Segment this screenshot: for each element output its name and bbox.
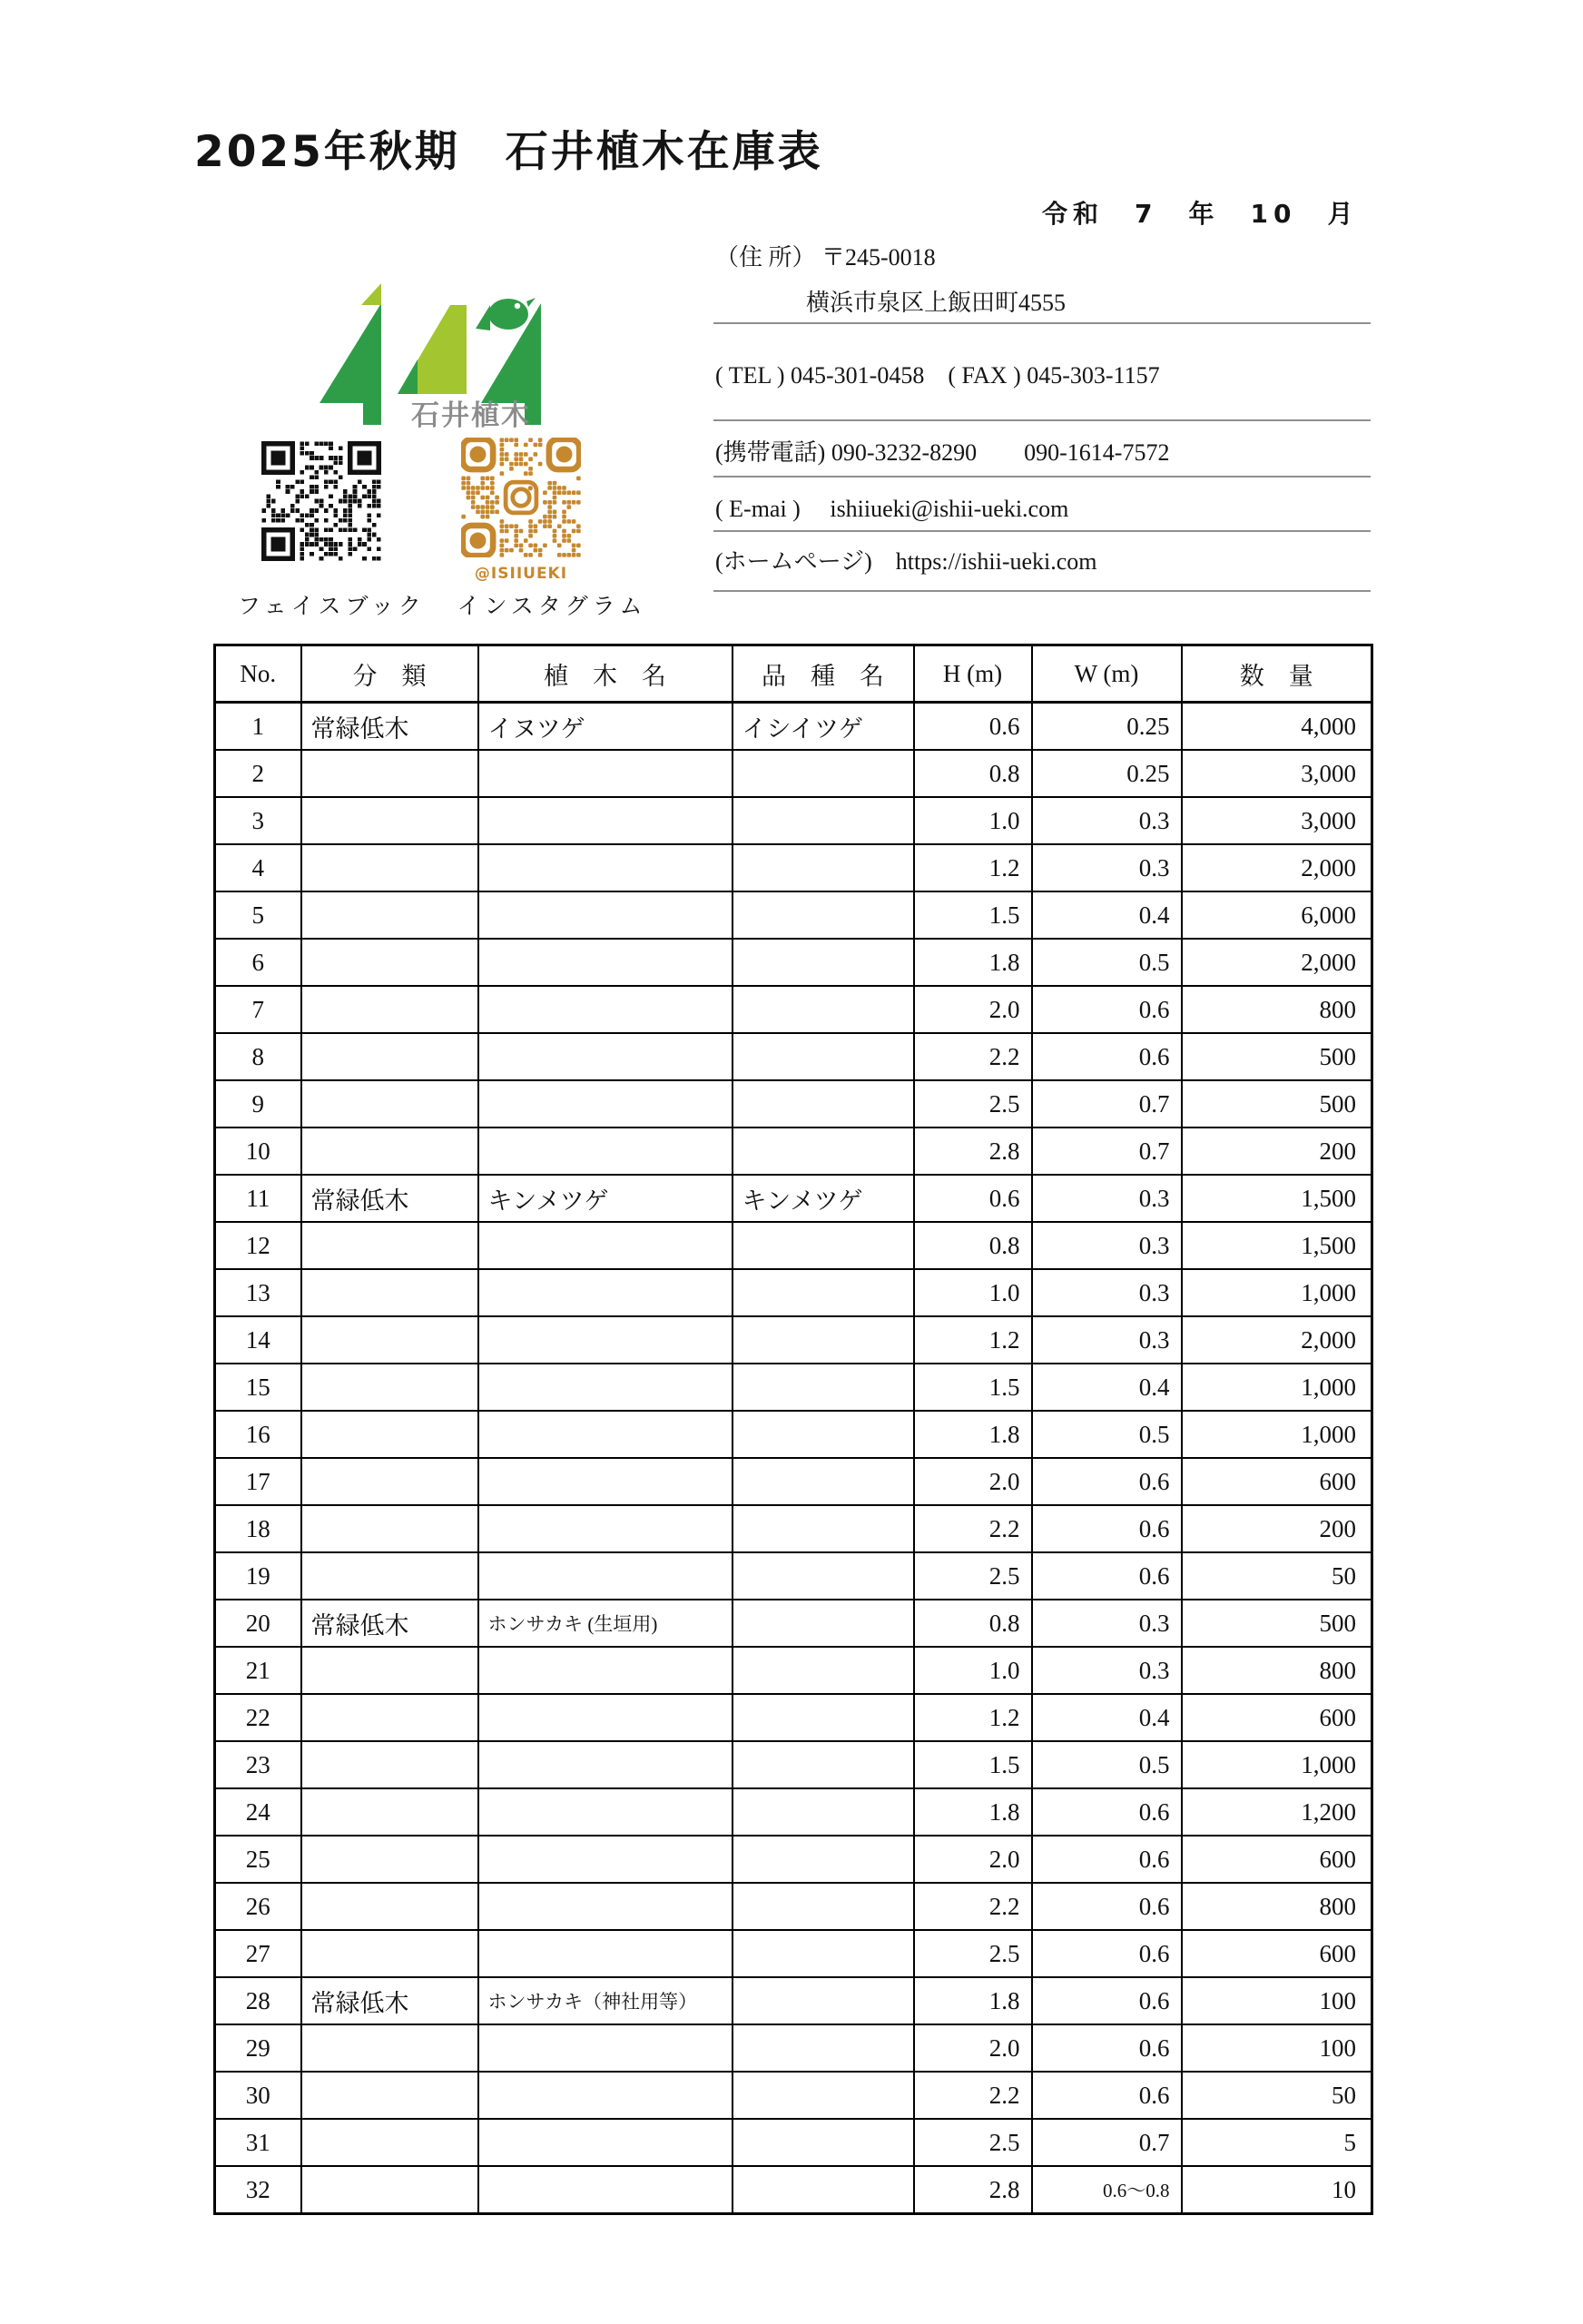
cell-h: 2.2 xyxy=(914,1883,1032,1930)
cell-qty: 2,000 xyxy=(1182,844,1372,891)
divider xyxy=(713,530,1371,532)
cell-h: 1.2 xyxy=(914,1316,1032,1364)
cell-category xyxy=(301,1741,478,1788)
table-row xyxy=(215,1836,1372,1883)
table-row xyxy=(215,1175,1372,1222)
cell-variety xyxy=(733,1411,914,1458)
bird-icon xyxy=(476,298,536,330)
cell-no: 24 xyxy=(215,1788,301,1836)
cell-name xyxy=(478,1458,733,1505)
table-row xyxy=(215,1458,1372,1505)
table-row xyxy=(215,1269,1372,1316)
cell-no: 15 xyxy=(215,1364,301,1411)
cell-variety xyxy=(733,797,914,844)
page-title: 2025年秋期 石井植木在庫表 xyxy=(194,127,823,177)
cell-category xyxy=(301,2024,478,2072)
cell-variety xyxy=(733,1836,914,1883)
table-row xyxy=(215,2166,1372,2214)
table-row xyxy=(215,2072,1372,2119)
table-row xyxy=(215,844,1372,891)
logo-trees-icon xyxy=(307,278,561,446)
cell-h: 1.8 xyxy=(914,1977,1032,2024)
cell-no: 13 xyxy=(215,1269,301,1316)
cell-category: 常緑低木 xyxy=(301,1175,478,1222)
cell-variety xyxy=(733,1316,914,1364)
mobile-line: (携帯電話) 090-3232-8290 090-1614-7572 xyxy=(715,439,1170,466)
cell-name: キンメツゲ xyxy=(478,1175,733,1222)
cell-variety xyxy=(733,1883,914,1930)
cell-w: 0.3 xyxy=(1032,844,1182,891)
cell-qty: 10 xyxy=(1182,2166,1372,2214)
cell-name: イヌツゲ xyxy=(478,703,733,751)
cell-category xyxy=(301,939,478,986)
cell-name xyxy=(478,797,733,844)
cell-qty: 2,000 xyxy=(1182,939,1372,986)
cell-w: 0.3 xyxy=(1032,1222,1182,1269)
cell-qty: 1,000 xyxy=(1182,1269,1372,1316)
cell-qty: 4,000 xyxy=(1182,703,1372,751)
cell-no: 25 xyxy=(215,1836,301,1883)
cell-category xyxy=(301,891,478,939)
cell-category xyxy=(301,1411,478,1458)
cell-variety xyxy=(733,1600,914,1647)
homepage-line: (ホームページ) https://ishii-ueki.com xyxy=(715,548,1097,575)
cell-h: 1.0 xyxy=(914,1647,1032,1694)
cell-h: 1.8 xyxy=(914,939,1032,986)
cell-w: 0.4 xyxy=(1032,1364,1182,1411)
facebook-qr-label: フェイスブック xyxy=(238,595,426,619)
instagram-qr-label: インスタグラム xyxy=(457,595,647,619)
cell-h: 0.6 xyxy=(914,1175,1032,1222)
cell-no: 3 xyxy=(215,797,301,844)
divider xyxy=(713,322,1371,324)
cell-category xyxy=(301,797,478,844)
cell-no: 7 xyxy=(215,986,301,1033)
cell-w: 0.5 xyxy=(1032,1741,1182,1788)
date-era: 令和 7 年 10 月 xyxy=(1042,199,1359,229)
cell-name xyxy=(478,1505,733,1552)
cell-h: 2.8 xyxy=(914,2166,1032,2214)
cell-category xyxy=(301,1364,478,1411)
column-header: 分 類 xyxy=(301,645,478,703)
cell-w: 0.25 xyxy=(1032,750,1182,797)
cell-category xyxy=(301,1647,478,1694)
cell-category: 常緑低木 xyxy=(301,703,478,751)
cell-name xyxy=(478,2072,733,2119)
cell-h: 2.2 xyxy=(914,1033,1032,1080)
table-row xyxy=(215,1411,1372,1458)
address-value: 横浜市泉区上飯田町4555 xyxy=(806,290,1067,316)
cell-qty: 600 xyxy=(1182,1458,1372,1505)
cell-qty: 500 xyxy=(1182,1033,1372,1080)
cell-variety xyxy=(733,1741,914,1788)
table-row xyxy=(215,1364,1372,1411)
cell-variety xyxy=(733,1269,914,1316)
cell-qty: 3,000 xyxy=(1182,750,1372,797)
cell-no: 19 xyxy=(215,1552,301,1600)
cell-w: 0.6 xyxy=(1032,986,1182,1033)
cell-name: ホンサカキ (生垣用) xyxy=(478,1600,733,1647)
cell-variety xyxy=(733,750,914,797)
cell-category xyxy=(301,986,478,1033)
cell-no: 8 xyxy=(215,1033,301,1080)
cell-h: 2.5 xyxy=(914,1930,1032,1977)
cell-category xyxy=(301,1316,478,1364)
cell-variety: イシイツゲ xyxy=(733,703,914,751)
cell-name xyxy=(478,1694,733,1741)
cell-h: 1.2 xyxy=(914,1694,1032,1741)
table-row xyxy=(215,1505,1372,1552)
cell-no: 30 xyxy=(215,2072,301,2119)
cell-no: 29 xyxy=(215,2024,301,2072)
cell-name xyxy=(478,2119,733,2166)
cell-h: 2.5 xyxy=(914,2119,1032,2166)
instagram-qr-code xyxy=(461,438,581,557)
cell-variety xyxy=(733,1788,914,1836)
cell-h: 0.8 xyxy=(914,1222,1032,1269)
cell-category xyxy=(301,750,478,797)
cell-variety xyxy=(733,939,914,986)
cell-w: 0.6 xyxy=(1032,1977,1182,2024)
cell-variety xyxy=(733,1694,914,1741)
cell-w: 0.7 xyxy=(1032,2119,1182,2166)
cell-qty: 500 xyxy=(1182,1600,1372,1647)
email-line: ( E-mai ) ishiiueki@ishii-ueki.com xyxy=(715,496,1069,522)
cell-name xyxy=(478,1222,733,1269)
divider xyxy=(713,590,1371,592)
cell-variety xyxy=(733,1033,914,1080)
table-row xyxy=(215,750,1372,797)
cell-qty: 6,000 xyxy=(1182,891,1372,939)
table-row xyxy=(215,1647,1372,1694)
cell-variety xyxy=(733,986,914,1033)
cell-w: 0.7 xyxy=(1032,1080,1182,1128)
cell-name xyxy=(478,1788,733,1836)
table-row xyxy=(215,1600,1372,1647)
cell-h: 2.0 xyxy=(914,2024,1032,2072)
cell-name xyxy=(478,1552,733,1600)
table-row xyxy=(215,1930,1372,1977)
cell-no: 23 xyxy=(215,1741,301,1788)
facebook-qr-code xyxy=(261,441,381,561)
cell-name xyxy=(478,1316,733,1364)
cell-w: 0.4 xyxy=(1032,1694,1182,1741)
instagram-handle: @ISIIUEKI xyxy=(474,565,568,583)
cell-h: 2.5 xyxy=(914,1080,1032,1128)
cell-no: 20 xyxy=(215,1600,301,1647)
cell-w: 0.7 xyxy=(1032,1128,1182,1175)
cell-no: 9 xyxy=(215,1080,301,1128)
cell-h: 0.6 xyxy=(914,703,1032,751)
cell-qty: 600 xyxy=(1182,1836,1372,1883)
column-header: W (m) xyxy=(1032,645,1182,703)
cell-category xyxy=(301,1128,478,1175)
cell-w: 0.25 xyxy=(1032,703,1182,751)
cell-name xyxy=(478,750,733,797)
cell-w: 0.6 xyxy=(1032,1552,1182,1600)
cell-no: 6 xyxy=(215,939,301,986)
cell-w: 0.6 xyxy=(1032,2072,1182,2119)
cell-name xyxy=(478,1080,733,1128)
cell-qty: 800 xyxy=(1182,1883,1372,1930)
cell-h: 1.2 xyxy=(914,844,1032,891)
cell-h: 1.5 xyxy=(914,1741,1032,1788)
cell-w: 0.6 xyxy=(1032,1930,1182,1977)
cell-h: 2.8 xyxy=(914,1128,1032,1175)
cell-no: 4 xyxy=(215,844,301,891)
cell-w: 0.3 xyxy=(1032,797,1182,844)
cell-variety xyxy=(733,2166,914,2214)
cell-variety xyxy=(733,2119,914,2166)
cell-no: 32 xyxy=(215,2166,301,2214)
cell-no: 17 xyxy=(215,1458,301,1505)
cell-qty: 50 xyxy=(1182,1552,1372,1600)
cell-category xyxy=(301,1788,478,1836)
column-header: 植 木 名 xyxy=(478,645,733,703)
cell-name xyxy=(478,1741,733,1788)
cell-name xyxy=(478,1411,733,1458)
table-row xyxy=(215,1694,1372,1741)
cell-w: 0.3 xyxy=(1032,1269,1182,1316)
cell-no: 16 xyxy=(215,1411,301,1458)
cell-qty: 5 xyxy=(1182,2119,1372,2166)
table-row xyxy=(215,1977,1372,2024)
cell-name xyxy=(478,986,733,1033)
column-header: 数 量 xyxy=(1182,645,1372,703)
table-row xyxy=(215,1080,1372,1128)
cell-no: 5 xyxy=(215,891,301,939)
cell-variety xyxy=(733,1080,914,1128)
column-header: No. xyxy=(215,645,301,703)
cell-no: 31 xyxy=(215,2119,301,2166)
cell-qty: 1,000 xyxy=(1182,1364,1372,1411)
cell-qty: 1,500 xyxy=(1182,1222,1372,1269)
divider xyxy=(713,419,1371,421)
cell-h: 0.8 xyxy=(914,750,1032,797)
cell-variety xyxy=(733,891,914,939)
table-row xyxy=(215,986,1372,1033)
table-row xyxy=(215,2024,1372,2072)
cell-name xyxy=(478,1269,733,1316)
cell-name xyxy=(478,939,733,986)
cell-w: 0.6 xyxy=(1032,1458,1182,1505)
cell-variety xyxy=(733,1505,914,1552)
table-header-row xyxy=(215,645,1372,703)
cell-no: 12 xyxy=(215,1222,301,1269)
cell-no: 10 xyxy=(215,1128,301,1175)
cell-category xyxy=(301,1033,478,1080)
cell-name xyxy=(478,2024,733,2072)
table-row xyxy=(215,891,1372,939)
cell-qty: 1,000 xyxy=(1182,1741,1372,1788)
table-row xyxy=(215,939,1372,986)
cell-qty: 100 xyxy=(1182,1977,1372,2024)
table-row xyxy=(215,1741,1372,1788)
cell-variety xyxy=(733,2072,914,2119)
table-row xyxy=(215,2119,1372,2166)
cell-h: 2.2 xyxy=(914,1505,1032,1552)
cell-no: 18 xyxy=(215,1505,301,1552)
cell-category xyxy=(301,2166,478,2214)
cell-variety xyxy=(733,1552,914,1600)
cell-name xyxy=(478,891,733,939)
cell-w: 0.5 xyxy=(1032,939,1182,986)
cell-variety xyxy=(733,1647,914,1694)
cell-variety xyxy=(733,1128,914,1175)
cell-w: 0.6 xyxy=(1032,1033,1182,1080)
cell-w: 0.6～0.8 xyxy=(1032,2166,1182,2214)
cell-category xyxy=(301,1269,478,1316)
cell-qty: 600 xyxy=(1182,1694,1372,1741)
cell-w: 0.4 xyxy=(1032,891,1182,939)
cell-w: 0.6 xyxy=(1032,1883,1182,1930)
company-logo xyxy=(307,278,561,446)
cell-name xyxy=(478,1128,733,1175)
cell-variety xyxy=(733,1458,914,1505)
cell-h: 2.2 xyxy=(914,2072,1032,2119)
cell-name xyxy=(478,2166,733,2214)
table-row xyxy=(215,1883,1372,1930)
cell-category xyxy=(301,1458,478,1505)
cell-qty: 500 xyxy=(1182,1080,1372,1128)
table-row xyxy=(215,1033,1372,1080)
cell-no: 21 xyxy=(215,1647,301,1694)
table-row xyxy=(215,1316,1372,1364)
cell-qty: 1,500 xyxy=(1182,1175,1372,1222)
cell-qty: 1,000 xyxy=(1182,1411,1372,1458)
cell-h: 2.5 xyxy=(914,1552,1032,1600)
cell-name xyxy=(478,1647,733,1694)
cell-no: 22 xyxy=(215,1694,301,1741)
cell-qty: 200 xyxy=(1182,1128,1372,1175)
cell-h: 2.0 xyxy=(914,1458,1032,1505)
cell-w: 0.3 xyxy=(1032,1647,1182,1694)
cell-no: 11 xyxy=(215,1175,301,1222)
cell-w: 0.6 xyxy=(1032,2024,1182,2072)
cell-category xyxy=(301,844,478,891)
cell-category xyxy=(301,1836,478,1883)
cell-w: 0.6 xyxy=(1032,1836,1182,1883)
cell-w: 0.3 xyxy=(1032,1600,1182,1647)
tel-fax-line: ( TEL ) 045-301-0458 ( FAX ) 045-303-1157 xyxy=(715,362,1160,389)
cell-category: 常緑低木 xyxy=(301,1977,478,2024)
cell-no: 28 xyxy=(215,1977,301,2024)
cell-variety xyxy=(733,1930,914,1977)
table-row xyxy=(215,1222,1372,1269)
cell-qty: 800 xyxy=(1182,986,1372,1033)
column-header: 品 種 名 xyxy=(733,645,914,703)
cell-variety xyxy=(733,844,914,891)
cell-w: 0.3 xyxy=(1032,1175,1182,1222)
cell-qty: 1,200 xyxy=(1182,1788,1372,1836)
cell-category xyxy=(301,1883,478,1930)
cell-w: 0.5 xyxy=(1032,1411,1182,1458)
cell-variety xyxy=(733,1222,914,1269)
table-row xyxy=(215,1128,1372,1175)
cell-no: 1 xyxy=(215,703,301,751)
cell-variety xyxy=(733,2024,914,2072)
table-row xyxy=(215,1552,1372,1600)
inventory-table xyxy=(213,644,1373,2215)
cell-h: 1.8 xyxy=(914,1411,1032,1458)
cell-category xyxy=(301,1080,478,1128)
logo-text: 石井植木 xyxy=(411,399,531,432)
cell-qty: 3,000 xyxy=(1182,797,1372,844)
cell-no: 2 xyxy=(215,750,301,797)
cell-qty: 200 xyxy=(1182,1505,1372,1552)
cell-h: 1.5 xyxy=(914,891,1032,939)
cell-no: 26 xyxy=(215,1883,301,1930)
cell-h: 2.0 xyxy=(914,1836,1032,1883)
cell-name xyxy=(478,1033,733,1080)
table-row xyxy=(215,1788,1372,1836)
cell-category xyxy=(301,1694,478,1741)
cell-category xyxy=(301,1505,478,1552)
cell-h: 2.0 xyxy=(914,986,1032,1033)
cell-h: 1.0 xyxy=(914,797,1032,844)
table-row xyxy=(215,797,1372,844)
cell-qty: 800 xyxy=(1182,1647,1372,1694)
cell-name xyxy=(478,1883,733,1930)
cell-h: 1.8 xyxy=(914,1788,1032,1836)
cell-category xyxy=(301,1552,478,1600)
cell-category: 常緑低木 xyxy=(301,1600,478,1647)
cell-w: 0.3 xyxy=(1032,1316,1182,1364)
cell-h: 1.5 xyxy=(914,1364,1032,1411)
cell-w: 0.6 xyxy=(1032,1505,1182,1552)
cell-h: 0.8 xyxy=(914,1600,1032,1647)
cell-no: 27 xyxy=(215,1930,301,1977)
divider xyxy=(713,476,1371,478)
cell-variety: キンメツゲ xyxy=(733,1175,914,1222)
cell-qty: 50 xyxy=(1182,2072,1372,2119)
address-label: （住 所） 〒245-0018 xyxy=(715,244,936,271)
cell-category xyxy=(301,1930,478,1977)
cell-qty: 2,000 xyxy=(1182,1316,1372,1364)
cell-name xyxy=(478,1836,733,1883)
cell-name xyxy=(478,1364,733,1411)
column-header: H (m) xyxy=(914,645,1032,703)
cell-qty: 100 xyxy=(1182,2024,1372,2072)
cell-name xyxy=(478,1930,733,1977)
cell-w: 0.6 xyxy=(1032,1788,1182,1836)
cell-name xyxy=(478,844,733,891)
cell-no: 14 xyxy=(215,1316,301,1364)
cell-name: ホンサカキ（神社用等） xyxy=(478,1977,733,2024)
cell-variety xyxy=(733,1364,914,1411)
cell-h: 1.0 xyxy=(914,1269,1032,1316)
cell-category xyxy=(301,2119,478,2166)
cell-qty: 600 xyxy=(1182,1930,1372,1977)
cell-category xyxy=(301,2072,478,2119)
table-row xyxy=(215,703,1372,751)
cell-variety xyxy=(733,1977,914,2024)
cell-category xyxy=(301,1222,478,1269)
